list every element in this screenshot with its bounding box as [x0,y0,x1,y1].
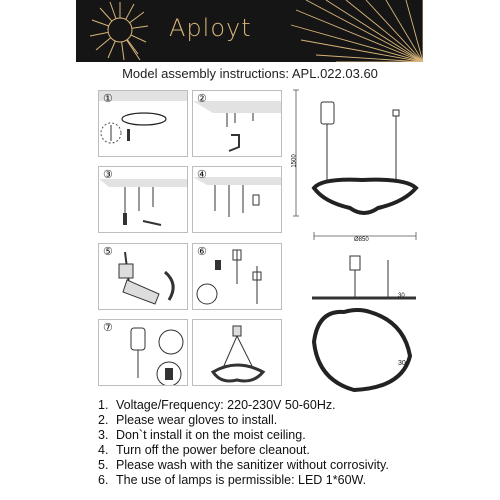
step-number: ⑤ [103,246,113,258]
step-6-panel [192,243,282,310]
side-dimension: 30 [398,360,406,367]
step-4-panel [192,166,282,233]
list-item: 5. Please wash with the sanitizer without corrosivity. [98,458,389,473]
instructions-list [98,398,498,489]
list-item: 4. Turn off the power before cleanout. [98,443,310,458]
step-number: ② [197,93,207,105]
brand-name: Aployt [169,14,252,42]
step-8-panel [192,319,282,386]
height-dimension: 1500 [291,154,298,168]
assembled-lamp-drawing [193,320,282,386]
step-number: ⑦ [103,322,113,334]
list-item: 1. Voltage/Frequency: 220-230V 50-60Hz. [98,398,336,412]
step-number: ① [103,93,113,105]
depth-dimension: 30 [398,293,405,299]
document-title: Model assembly instructions: APL.022.03.60 [122,66,378,81]
step-3-panel [98,166,188,233]
diameter-dimension: Ø850 [354,237,369,243]
list-item: 2. Please wear gloves to install. [98,413,278,428]
list-item: 6. The use of lamps is permissible: LED 1*60W. [98,473,367,488]
list-item: 3. Don`t install it on the moist ceiling. [98,428,306,443]
step-number: ④ [197,169,207,181]
step-1-panel [98,90,188,157]
step-7-panel [98,319,188,386]
step-number: ③ [103,169,113,181]
step-number: ⑥ [197,246,207,258]
step-5-panel [98,243,188,310]
dimension-drawing [292,84,420,400]
step-2-panel [192,90,282,157]
brand-header [76,0,423,62]
